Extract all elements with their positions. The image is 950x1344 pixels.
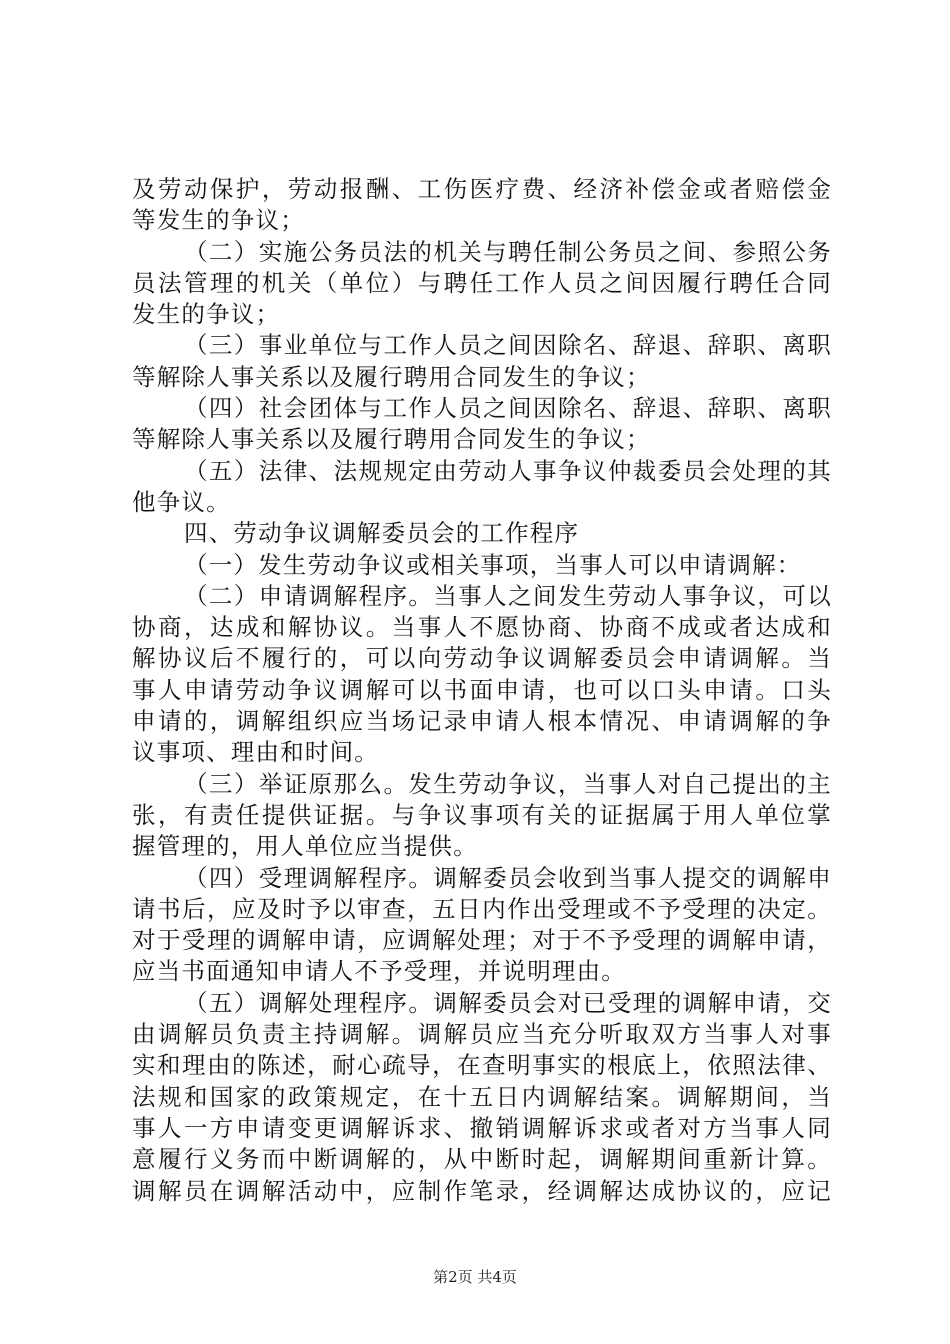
text-line: 请书后，应及时予以审查，五日内作出受理或不予受理的决定。: [132, 894, 832, 923]
text-line: （四）社会团体与工作人员之间因除名、辞退、辞职、离职: [184, 394, 832, 423]
text-line: 协商，达成和解协议。当事人不愿协商、协商不成或者达成和: [132, 613, 832, 642]
text-line: （五）法律、法规规定由劳动人事争议仲裁委员会处理的其: [184, 456, 832, 485]
text-line: 调解员在调解活动中，应制作笔录，经调解达成协议的，应记: [132, 1176, 832, 1205]
text-line: 意履行义务而中断调解的，从中断时起，调解期间重新计算。: [132, 1145, 832, 1174]
text-line: 实和理由的陈述，耐心疏导，在查明事实的根底上，依照法律、: [132, 1051, 832, 1080]
text-line: 等发生的争议；: [132, 206, 305, 235]
text-line: （五）调解处理程序。调解委员会对已受理的调解申请，交: [184, 988, 832, 1017]
text-line: 申请的，调解组织应当场记录申请人根本情况、申请调解的争: [132, 707, 832, 736]
text-line: （一）发生劳动争议或相关事项，当事人可以申请调解：: [184, 550, 802, 579]
text-line: （二）实施公务员法的机关与聘任制公务员之间、参照公务: [184, 237, 832, 266]
page-indicator: 第2页 共4页: [433, 1268, 517, 1286]
text-line: 他争议。: [132, 487, 231, 516]
text-line: 事人一方申请变更调解诉求、撤销调解诉求或者对方当事人同: [132, 1113, 832, 1142]
text-line: 法规和国家的政策规定，在十五日内调解结案。调解期间，当: [132, 1082, 832, 1111]
text-line: 及劳动保护，劳动报酬、工伤医疗费、经济补偿金或者赔偿金: [132, 175, 832, 203]
text-line: （三）事业单位与工作人员之间因除名、辞退、辞职、离职: [184, 331, 832, 360]
document-body: [132, 174, 832, 1207]
text-line: 张，有责任提供证据。与争议事项有关的证据属于用人单位掌: [132, 800, 832, 829]
text-line: 事人申请劳动争议调解可以书面申请，也可以口头申请。口头: [132, 675, 832, 704]
text-line: 发生的争议；: [132, 300, 281, 329]
page-footer: [0, 1267, 950, 1287]
text-line: 由调解员负责主持调解。调解员应当充分听取双方当事人对事: [132, 1020, 832, 1049]
text-line: 解协议后不履行的，可以向劳动争议调解委员会申请调解。当: [132, 644, 832, 673]
text-line: （三）举证原那么。发生劳动争议，当事人对自己提出的主: [184, 769, 832, 798]
text-line: 议事项、理由和时间。: [132, 738, 379, 767]
text-line: 对于受理的调解申请，应调解处理；对于不予受理的调解申请，: [132, 926, 832, 955]
text-line: 等解除人事关系以及履行聘用合同发生的争议；: [132, 362, 651, 391]
text-line: 员法管理的机关（单位）与聘任工作人员之间因履行聘任合同: [132, 268, 832, 297]
text-line: （四）受理调解程序。调解委员会收到当事人提交的调解申: [184, 863, 832, 892]
text-line: 握管理的，用人单位应当提供。: [132, 832, 478, 861]
text-line: 应当书面通知申请人不予受理，并说明理由。: [132, 957, 626, 986]
text-line: 等解除人事关系以及履行聘用合同发生的争议；: [132, 425, 651, 454]
section-heading: 四、劳动争议调解委员会的工作程序: [184, 519, 580, 548]
text-line: （二）申请调解程序。当事人之间发生劳动人事争议，可以: [184, 581, 832, 610]
